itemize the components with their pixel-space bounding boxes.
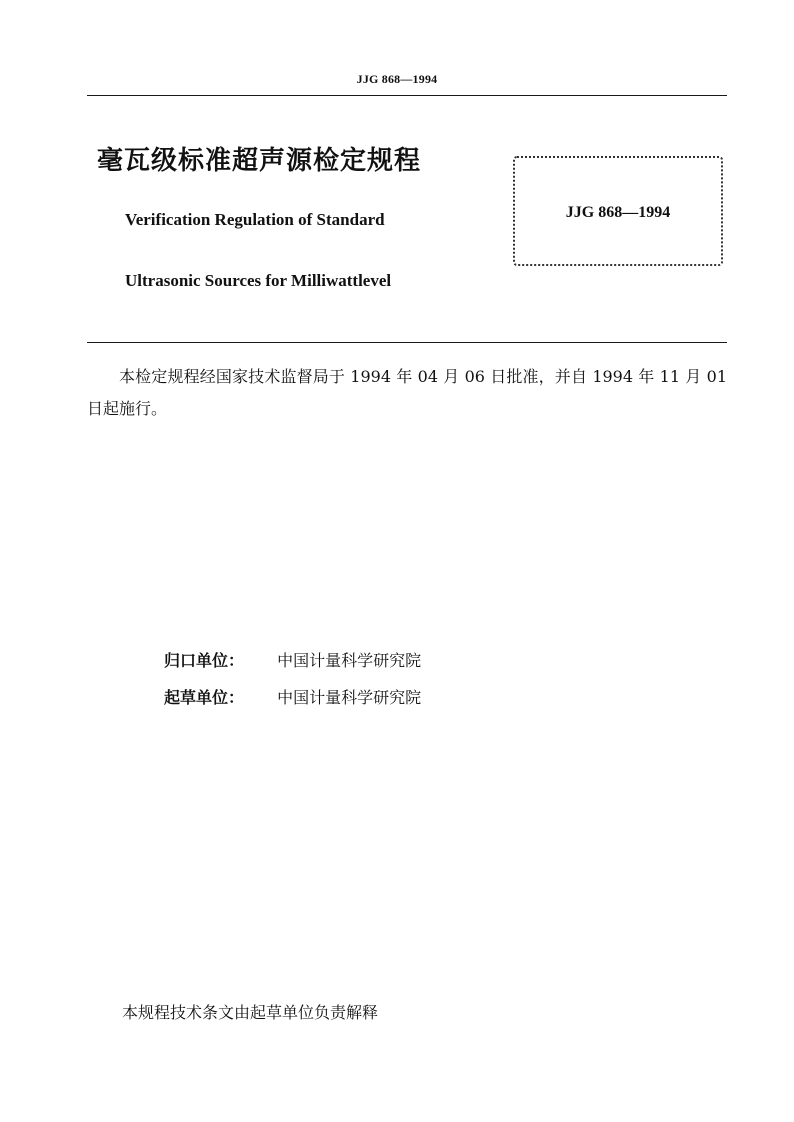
responsible-unit-value: 中国计量科学研究院 <box>277 651 422 670</box>
regulation-code-box <box>513 156 723 266</box>
responsible-unit-row <box>164 648 421 671</box>
title-divider <box>87 342 727 343</box>
header-divider <box>87 95 727 96</box>
document-title-english-line1: Verification Regulation of Standard <box>125 210 385 229</box>
document-title-chinese: 毫瓦级标准超声源检定规程 <box>97 146 422 176</box>
approval-statement: 本检定规程经国家技术监督局于 1994 年 04 月 06 日批准，并自 1994 年 11 月 01 日起施行。 <box>87 367 727 418</box>
regulation-code: JJG 868—1994 <box>565 204 671 221</box>
drafting-unit-row <box>164 685 421 708</box>
document-code-header: JJG 868—1994 <box>356 72 438 86</box>
interpretation-note: 本规程技术条文由起草单位负责解释 <box>122 1003 379 1022</box>
document-title-english-line2: Ultrasonic Sources for Milliwattlevel <box>125 271 392 290</box>
drafting-unit-value: 中国计量科学研究院 <box>277 688 422 707</box>
responsible-unit-label: 归口单位： <box>164 651 245 670</box>
drafting-unit-label: 起草单位： <box>164 688 245 707</box>
